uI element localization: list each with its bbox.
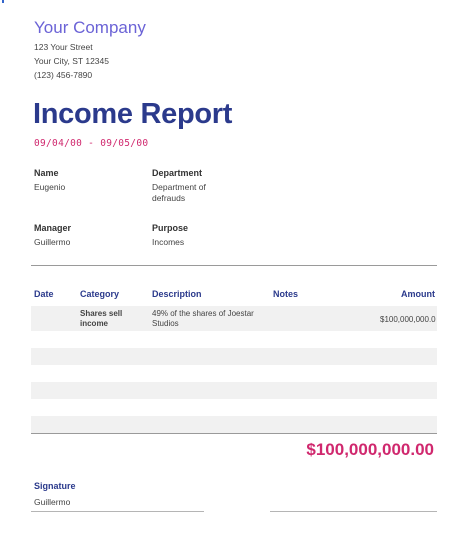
header-category: Category <box>80 289 120 299</box>
department-label: Department <box>152 168 203 178</box>
header-description: Description <box>152 289 202 299</box>
table-row <box>31 382 437 399</box>
row-category-line1: Shares sell <box>80 309 123 318</box>
table-row <box>31 348 437 365</box>
table-bottom-divider <box>31 433 437 434</box>
header-notes: Notes <box>273 289 299 299</box>
table-row <box>31 306 437 331</box>
row-amount: $100,000,000.0 <box>380 315 436 324</box>
name-value: Eugenio <box>34 182 66 192</box>
total-amount: $100,000,000.00 <box>306 440 434 459</box>
signature-value: Guillermo <box>34 497 71 507</box>
signature-label: Signature <box>34 481 76 491</box>
company-street: 123 Your Street <box>34 42 93 52</box>
purpose-label: Purpose <box>152 223 189 233</box>
company-city: Your City, ST 12345 <box>34 56 109 66</box>
section-divider <box>31 265 437 266</box>
row-description-line1: 49% of the shares of Joestar <box>152 309 254 318</box>
signature-line <box>31 511 204 512</box>
manager-value: Guillermo <box>34 237 71 247</box>
purpose-value: Incomes <box>152 237 185 247</box>
date-signature-line <box>270 511 437 512</box>
manager-label: Manager <box>34 223 72 233</box>
company-name: Your Company <box>34 18 146 37</box>
header-date: Date <box>34 289 54 299</box>
table-row <box>31 416 437 433</box>
row-category-line2: income <box>80 319 109 328</box>
row-description-line2: Studios <box>152 319 179 328</box>
name-label: Name <box>34 168 59 178</box>
department-value-line1: Department of <box>152 182 206 192</box>
report-title: Income Report <box>33 98 233 130</box>
header-amount: Amount <box>401 289 435 299</box>
department-value-line2: defrauds <box>152 193 186 203</box>
corner-mark <box>2 0 4 3</box>
report-date-range: 09/04/00 - 09/05/00 <box>34 138 149 149</box>
company-phone: (123) 456-7890 <box>34 70 93 80</box>
